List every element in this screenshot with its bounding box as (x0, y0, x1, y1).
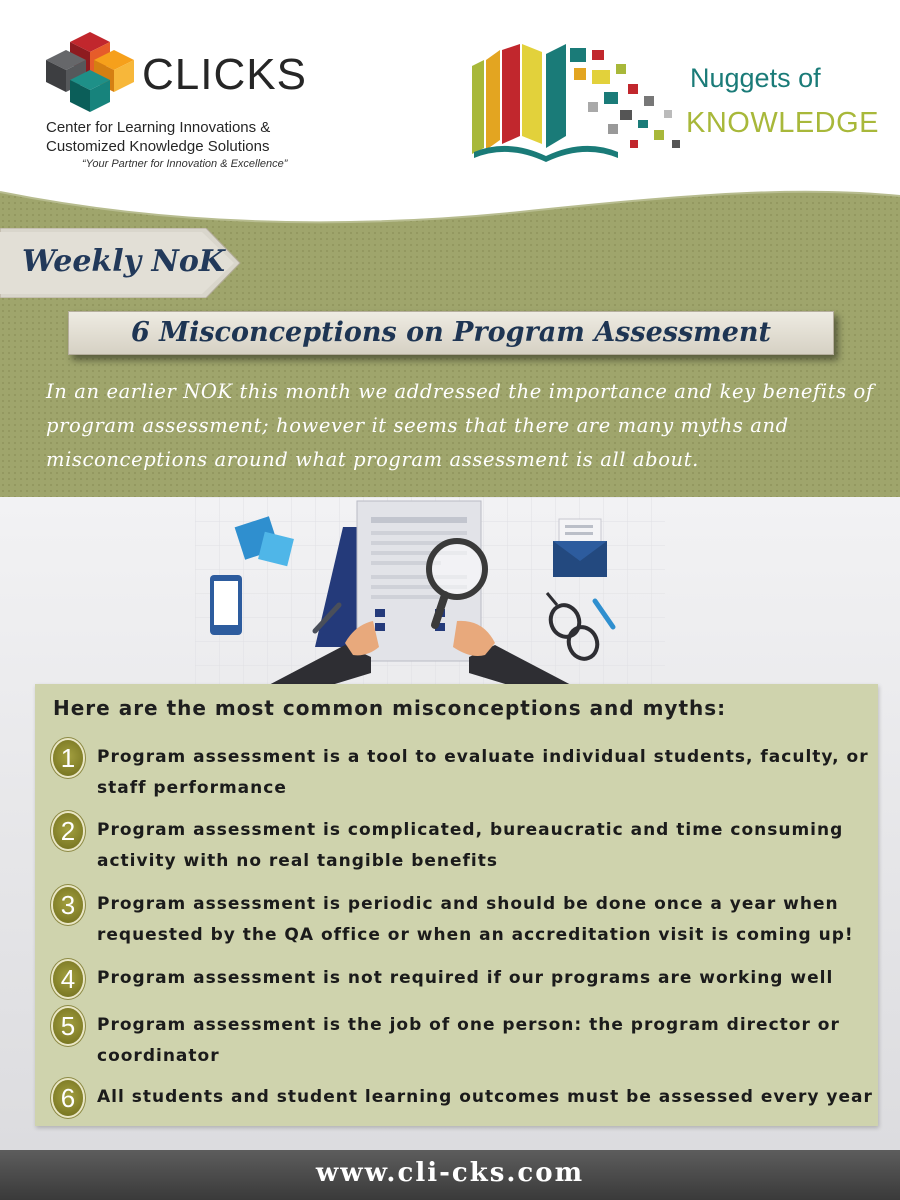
item-number-badge: 5 (53, 1008, 83, 1044)
document-magnifier-illustration (195, 497, 665, 687)
myths-panel (35, 684, 878, 1126)
item-text: Program assessment is complicated, bureaucratic and time consuming activity with no real tangible benefits (97, 820, 844, 871)
item-number-badge: 4 (53, 961, 83, 997)
intro-paragraph: In an earlier NOK this month we addressed the importance and key benefits of program assessment; however it seems that there are many myths and misconceptions around what program assessment is all about. (46, 380, 874, 471)
clicks-cube-logo (40, 30, 140, 114)
footer (0, 1150, 900, 1200)
item-text: Program assessment is the job of one person: the program director or coordinator (97, 1015, 840, 1066)
item-number-badge: 1 (53, 740, 83, 776)
myths-heading: Here are the most common misconceptions and myths: (53, 696, 727, 720)
item-text: Program assessment is a tool to evaluate individual students, faculty, or staff performance (97, 747, 869, 798)
org-full-name-line1: Center for Learning Innovations & (46, 119, 271, 136)
nuggets-book-logo (468, 40, 690, 162)
org-tagline: “Your Partner for Innovation & Excellence” (82, 158, 288, 170)
item-number-badge: 3 (53, 887, 83, 923)
website-link[interactable]: www.cli-cks.com (315, 1158, 585, 1188)
weekly-label: Weekly NoK (22, 244, 225, 279)
nok-title-line2: KNOWLEDGE (686, 107, 880, 139)
title-banner (68, 311, 834, 355)
org-full-name-line2: Customized Knowledge Solutions (46, 138, 270, 155)
item-number-badge: 6 (53, 1080, 83, 1116)
item-text: Program assessment is periodic and should be done once a year when requested by the QA office or when an accreditation visit is coming up! (97, 894, 854, 945)
org-name: CLICKS (142, 50, 307, 99)
nok-title-line1: Nuggets of (690, 63, 821, 93)
item-number-badge: 2 (53, 813, 83, 849)
item-text: Program assessment is not required if our programs are working well (97, 968, 834, 988)
page-title: 6 Misconceptions on Program Assessment (131, 317, 771, 348)
item-text: All students and student learning outcomes must be assessed every year (97, 1087, 873, 1107)
